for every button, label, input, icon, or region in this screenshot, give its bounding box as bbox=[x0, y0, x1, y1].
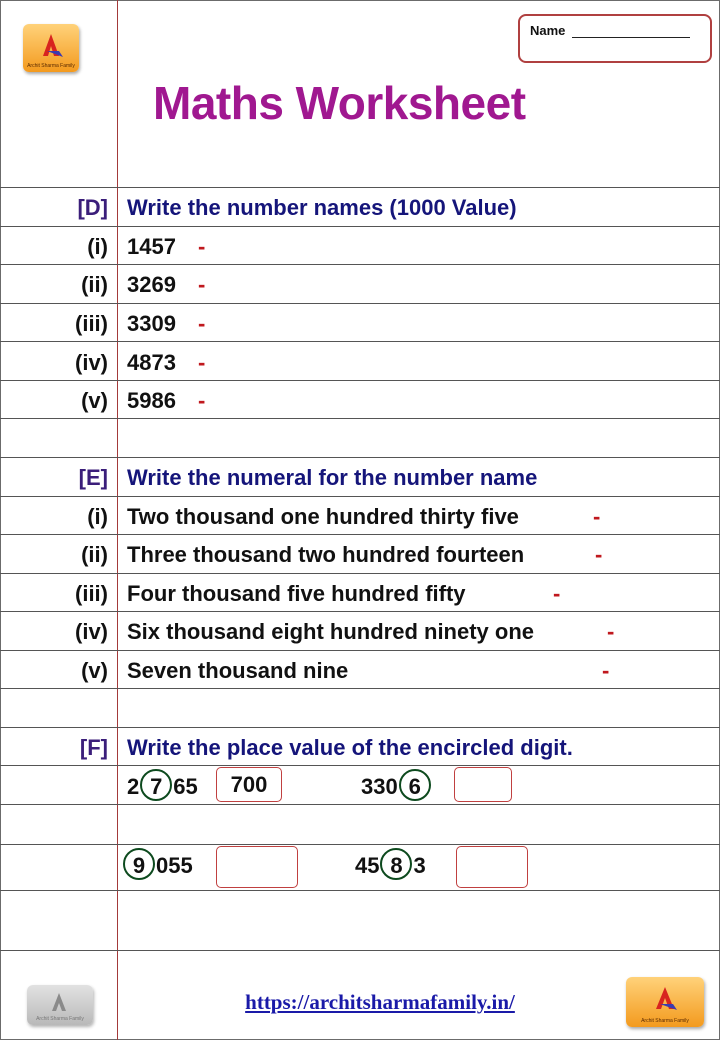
row-divider bbox=[0, 187, 720, 188]
row-divider bbox=[0, 573, 720, 574]
encircled-digit: 9 bbox=[123, 848, 155, 880]
item-label: (iv) bbox=[75, 619, 108, 644]
number-item: 3309 bbox=[127, 311, 176, 336]
number-item: 3269 bbox=[127, 272, 176, 297]
digits-before: 330 bbox=[361, 774, 398, 799]
answer-dash: - bbox=[198, 272, 206, 297]
logo-caption: Archit Sharma Family bbox=[36, 1016, 84, 1022]
section-marker-e: [E] bbox=[78, 465, 108, 490]
item-label: (ii) bbox=[81, 542, 108, 567]
section-marker-f: [F] bbox=[79, 735, 108, 760]
brand-logo-right bbox=[626, 977, 704, 1027]
row-divider bbox=[0, 457, 720, 458]
page-title: Maths Worksheet bbox=[153, 77, 526, 129]
digits-after: 3 bbox=[413, 853, 426, 878]
encircled-digit: 7 bbox=[140, 769, 172, 801]
row-divider bbox=[0, 765, 720, 766]
item-label: (v) bbox=[81, 388, 108, 413]
digits-before: 2 bbox=[127, 774, 140, 799]
item-label: (ii) bbox=[81, 272, 108, 297]
row-divider bbox=[0, 688, 720, 689]
logo-a-icon bbox=[23, 24, 79, 64]
website-link[interactable]: https://architsharmafamily.in/ bbox=[245, 990, 515, 1014]
answer-dash: - bbox=[198, 388, 206, 413]
answer-dash: - bbox=[607, 619, 615, 644]
logo-caption: Archit Sharma Family bbox=[641, 1018, 689, 1024]
item-label: (iv) bbox=[75, 350, 108, 375]
answer-dash: - bbox=[198, 311, 206, 336]
digits-after: 65 bbox=[173, 774, 198, 799]
row-divider bbox=[0, 496, 720, 497]
section-heading-e: Write the numeral for the number name bbox=[127, 465, 538, 490]
place-value-number bbox=[361, 769, 432, 801]
name-box bbox=[518, 14, 712, 63]
answer-dash: - bbox=[595, 542, 603, 567]
answer-box[interactable] bbox=[454, 767, 512, 802]
number-name-item: Six thousand eight hundred ninety one bbox=[127, 619, 535, 644]
number-item: 4873 bbox=[127, 350, 176, 375]
encircled-digit: 8 bbox=[380, 848, 412, 880]
number-name-item: Three thousand two hundred fourteen bbox=[127, 542, 525, 567]
item-label: (v) bbox=[81, 658, 108, 683]
encircled-digit: 6 bbox=[399, 769, 431, 801]
place-value-number bbox=[122, 848, 193, 880]
answer-dash: - bbox=[198, 350, 206, 375]
row-divider bbox=[0, 303, 720, 304]
number-name-item: Four thousand five hundred fifty bbox=[127, 581, 466, 606]
name-label: Name bbox=[530, 23, 566, 38]
answer-box[interactable]: 700 bbox=[216, 767, 282, 802]
row-divider bbox=[0, 380, 720, 381]
logo-a-icon bbox=[626, 977, 704, 1017]
digits-after: 055 bbox=[156, 853, 193, 878]
section-marker-d: [D] bbox=[77, 195, 108, 220]
row-divider bbox=[0, 804, 720, 805]
answer-box[interactable] bbox=[216, 846, 298, 888]
row-divider bbox=[0, 890, 720, 891]
row-divider bbox=[0, 418, 720, 419]
answer-dash: - bbox=[198, 234, 206, 259]
number-item: 5986 bbox=[127, 388, 176, 413]
answer-dash: - bbox=[553, 581, 561, 606]
number-name-item: Two thousand one hundred thirty five bbox=[127, 504, 519, 529]
answer-box[interactable] bbox=[456, 846, 528, 888]
logo-caption: Archit Sharma Family bbox=[27, 63, 75, 69]
row-divider bbox=[0, 844, 720, 845]
row-divider bbox=[0, 534, 720, 535]
answer-dash: - bbox=[593, 504, 601, 529]
row-divider bbox=[0, 226, 720, 227]
place-value-number bbox=[127, 769, 198, 801]
row-divider bbox=[0, 950, 720, 951]
number-item: 1457 bbox=[127, 234, 176, 259]
section-heading-f: Write the place value of the encircled digit. bbox=[127, 735, 573, 760]
digits-before: 45 bbox=[355, 853, 380, 878]
row-divider bbox=[0, 650, 720, 651]
row-divider bbox=[0, 611, 720, 612]
column-divider bbox=[117, 0, 118, 1040]
item-label: (iii) bbox=[75, 581, 108, 606]
place-value-number bbox=[355, 848, 426, 880]
row-divider bbox=[0, 341, 720, 342]
row-divider bbox=[0, 264, 720, 265]
name-field[interactable] bbox=[572, 37, 690, 38]
item-label: (i) bbox=[87, 504, 108, 529]
brand-logo bbox=[23, 24, 79, 72]
section-heading-d: Write the number names (1000 Value) bbox=[127, 195, 517, 220]
item-label: (iii) bbox=[75, 311, 108, 336]
row-divider bbox=[0, 727, 720, 728]
answer-dash: - bbox=[602, 658, 610, 683]
number-name-item: Seven thousand nine bbox=[127, 658, 349, 683]
item-label: (i) bbox=[87, 234, 108, 259]
